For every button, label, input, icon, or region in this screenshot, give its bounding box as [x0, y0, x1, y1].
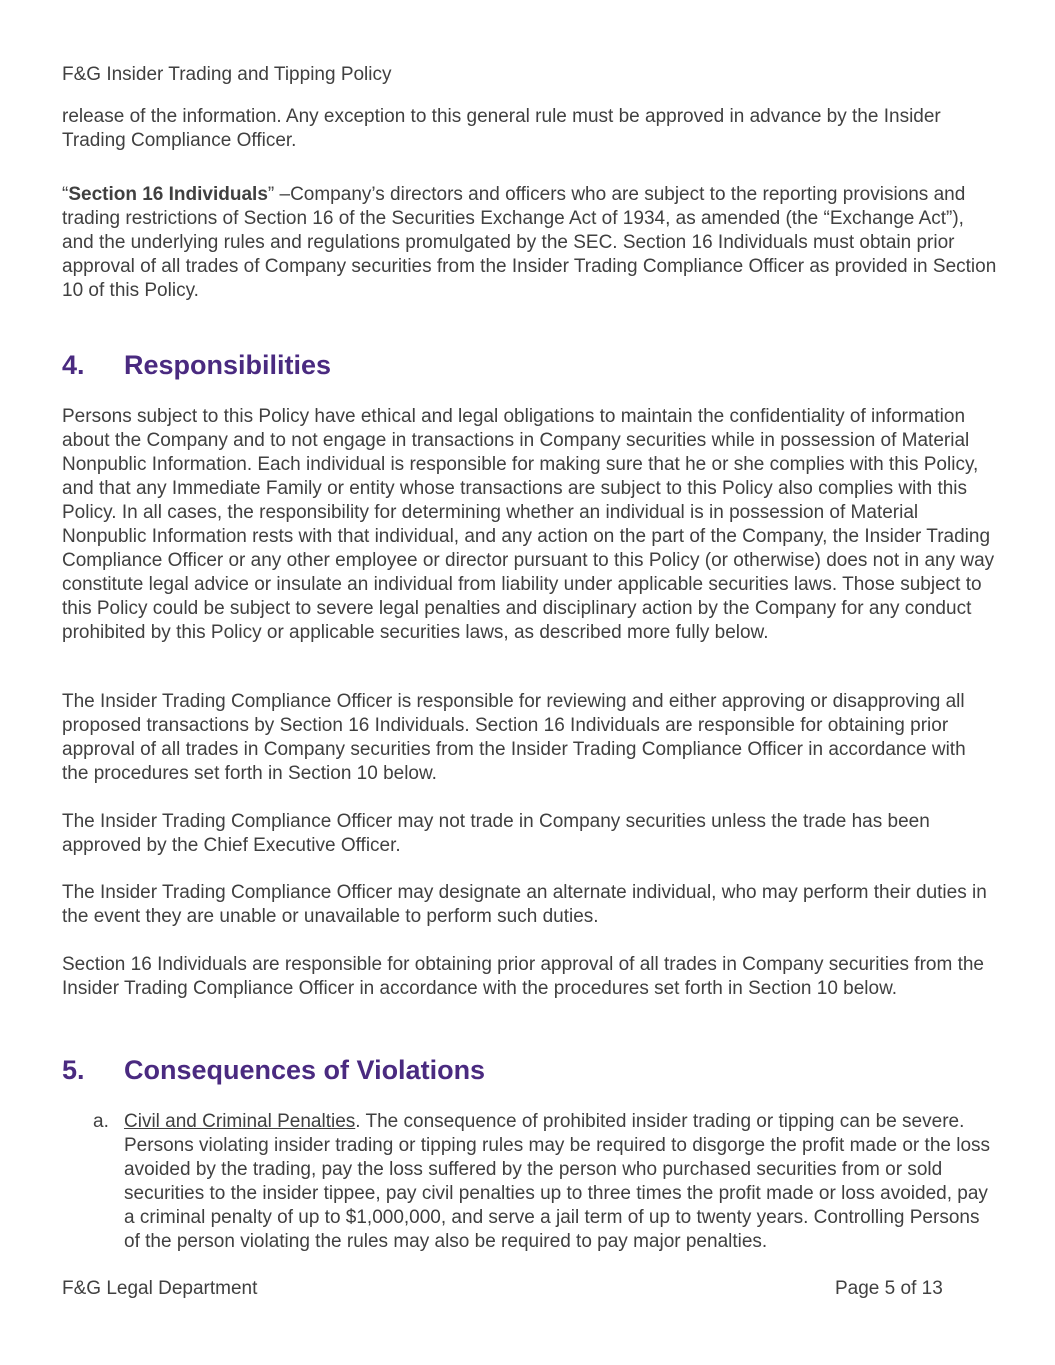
page-header: F&G Insider Trading and Tipping Policy: [62, 64, 392, 85]
section-4-heading: [62, 349, 331, 381]
list-item-body: [124, 1110, 998, 1254]
list-item: [93, 1110, 998, 1254]
list-item-label: Civil and Criminal Penalties: [124, 1111, 356, 1132]
section-4-paragraph-2: The Insider Trading Compliance Officer is responsible for reviewing and either approving or disapproving all proposed transactions by Section 16 Individuals. Section 16 Individuals are responsible for obtaining prior approval of all trades in Company securities from the Insider Trading Compliance Officer in accordance with the procedures set forth in Section 10 below.: [62, 691, 966, 784]
definition-term: Section 16 Individuals: [68, 184, 268, 205]
section-4-number: 4.: [62, 350, 85, 380]
section16-definition-paragraph: [62, 183, 997, 303]
intro-continuation-paragraph: release of the information. Any exception to this general rule must be approved in advance by the Insider Trading Compliance Officer.: [62, 106, 941, 151]
section-4-paragraph-5: Section 16 Individuals are responsible for obtaining prior approval of all trades in Company securities from the Insider Trading Compliance Officer in accordance with the procedures set forth in Section 10 below.: [62, 954, 984, 999]
footer-page-number: Page 5 of 13: [835, 1278, 943, 1299]
definition-close-quote: ”: [267, 184, 275, 205]
section-4-paragraph-3: The Insider Trading Compliance Officer may not trade in Company securities unless the trade has been approved by the Chief Executive Officer.: [62, 811, 930, 856]
section-5-title: Consequences of Violations: [124, 1055, 486, 1085]
section-4-paragraph-4: The Insider Trading Compliance Officer may designate an alternate individual, who may perform their duties in the event they are unable or unavailable to perform such duties.: [62, 882, 987, 927]
footer-department: F&G Legal Department: [62, 1278, 258, 1299]
list-item-marker: a.: [93, 1111, 109, 1132]
section-4-title: Responsibilities: [124, 350, 332, 380]
section-5-number: 5.: [62, 1055, 85, 1085]
section-5-heading: [62, 1054, 485, 1086]
definition-open-quote: “: [62, 184, 69, 205]
definition-text: –Company’s directors and officers who are subject to the reporting provisions and trading restrictions of Section 16 of the Securities Exchange Act of 1934, as amended (the “Exchange Act”), and the underlying rules and regulations promulgated by the SEC. Section 16 Individuals must obtain prior approval of all trades of Company securities from the Insider Trading Compliance Officer as provided in Section 10 of this Policy.: [62, 184, 997, 301]
list-item-text: . The consequence of prohibited insider trading or tipping can be severe. Persons violating insider trading or tipping rules may be required to disgorge the profit made or the loss avoided by the trading, pay the loss suffered by the person who purchased securities from or sold securities to the insider tippee, pay civil penalties up to three times the profit made or loss avoided, pay a criminal penalty of up to $1,000,000, and serve a jail term of up to twenty years. Controlling Persons of the person violating the rules may also be required to pay major penalties.: [124, 1111, 991, 1252]
section-4-paragraph-1: Persons subject to this Policy have ethical and legal obligations to maintain the confidentiality of information about the Company and to not engage in transactions in Company securities while in possession of Material Nonpublic Information. Each individual is responsible for making sure that he or she complies with this Policy, and that any Immediate Family or entity whose transactions are subject to this Policy also complies with this Policy. In all cases, the responsibility for determining whether an individual is in possession of Material Nonpublic Information rests with that individual, and any action on the part of the Company, the Insider Trading Compliance Officer or any other employee or director pursuant to this Policy (or otherwise) does not in any way constitute legal advice or insulate an individual from liability under applicable securities laws. Those subject to this Policy could be subject to severe legal penalties and disciplinary action by the Company for any conduct prohibited by this Policy or applicable securities laws, as described more fully below.: [62, 406, 995, 643]
